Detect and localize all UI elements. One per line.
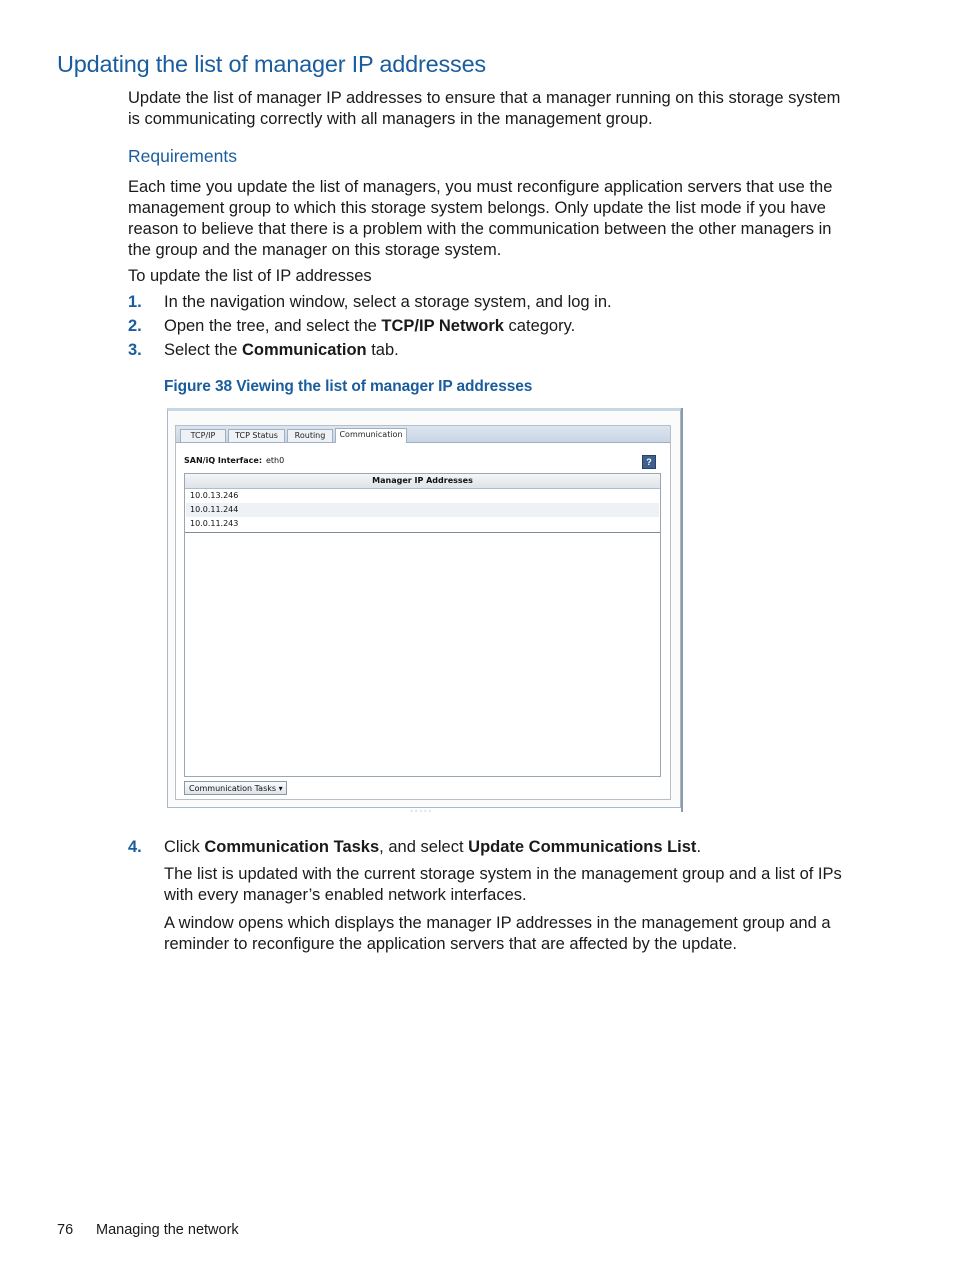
step-text: In the navigation window, select a storage system, and log in. <box>164 293 612 311</box>
frame-edge <box>681 408 683 812</box>
requirements-heading: Requirements <box>128 146 237 166</box>
ui-term: Communication <box>241 341 367 359</box>
ui-term: Communication Tasks <box>204 838 380 856</box>
communication-tasks-button[interactable]: Communication Tasks ▾ <box>184 781 287 795</box>
intro-line: is communicating correctly with all managers in the management group. <box>128 110 653 128</box>
requirements-line: the group and the manager on this storage system. <box>128 241 502 259</box>
tab-tcp-status[interactable]: TCP Status <box>228 429 285 442</box>
note-line: reminder to reconfigure the application servers that are affected by the update. <box>164 935 737 953</box>
note-line: with every manager’s enabled network interfaces. <box>164 886 527 904</box>
manager-ip-table <box>184 473 661 777</box>
requirements-line: management group to which this storage system belongs. Only update the list mode if you have <box>128 199 826 217</box>
step-number: 1. <box>128 293 142 311</box>
note-line: The list is updated with the current storage system in the management group and a list of IPs <box>164 865 842 883</box>
footer-section: Managing the network <box>96 1222 239 1238</box>
procedure-intro: To update the list of IP addresses <box>128 267 372 285</box>
section-heading: Updating the list of manager IP addresses <box>57 51 486 77</box>
requirements-line: Each time you update the list of managers, you must reconfigure application servers that use the <box>128 178 833 196</box>
step-text: Click Communication Tasks, and select Update Communications List. <box>164 838 702 856</box>
screenshot-figure <box>167 408 683 815</box>
requirements-paragraph <box>128 177 832 261</box>
row-divider <box>185 532 660 533</box>
step-text: Select the Communication tab. <box>164 341 399 359</box>
interface-label: SAN/iQ Interface: <box>184 456 263 465</box>
tab-routing[interactable]: Routing <box>287 429 333 442</box>
page-number: 76 <box>57 1222 74 1238</box>
intro-paragraph <box>128 88 840 130</box>
table-header[interactable]: Manager IP Addresses <box>185 474 660 489</box>
intro-line: Update the list of manager IP addresses to ensure that a manager running on this storage system <box>128 89 841 107</box>
help-icon[interactable]: ? <box>642 455 656 469</box>
resize-grip-icon[interactable]: ◦◦◦◦◦ <box>410 808 433 815</box>
step4-note-2 <box>164 913 831 955</box>
note-line: A window opens which displays the manager IP addresses in the management group and a <box>164 914 831 932</box>
interface-value: eth0 <box>266 456 285 465</box>
step-text: Open the tree, and select the TCP/IP Network category. <box>164 317 576 335</box>
step-number: 4. <box>128 838 142 856</box>
figure-caption: Figure 38 Viewing the list of manager IP addresses <box>164 378 533 395</box>
step4-note-1 <box>164 864 842 906</box>
table-row[interactable]: 10.0.11.244 <box>186 503 659 517</box>
tab-bar <box>176 426 670 443</box>
requirements-line: reason to believe that there is a problem with the communication between the other managers in <box>128 220 832 238</box>
ui-term: TCP/IP Network <box>381 317 504 335</box>
table-row[interactable]: 10.0.11.243 <box>190 519 239 528</box>
tab-communication[interactable]: Communication <box>335 428 407 443</box>
communication-panel <box>175 425 671 800</box>
step-number: 3. <box>128 341 142 359</box>
ui-term: Update Communications List <box>468 838 697 856</box>
tab-tcpip[interactable]: TCP/IP <box>180 429 226 442</box>
table-row[interactable]: 10.0.13.246 <box>190 491 239 500</box>
step-number: 2. <box>128 317 142 335</box>
screenshot-frame <box>167 408 681 815</box>
